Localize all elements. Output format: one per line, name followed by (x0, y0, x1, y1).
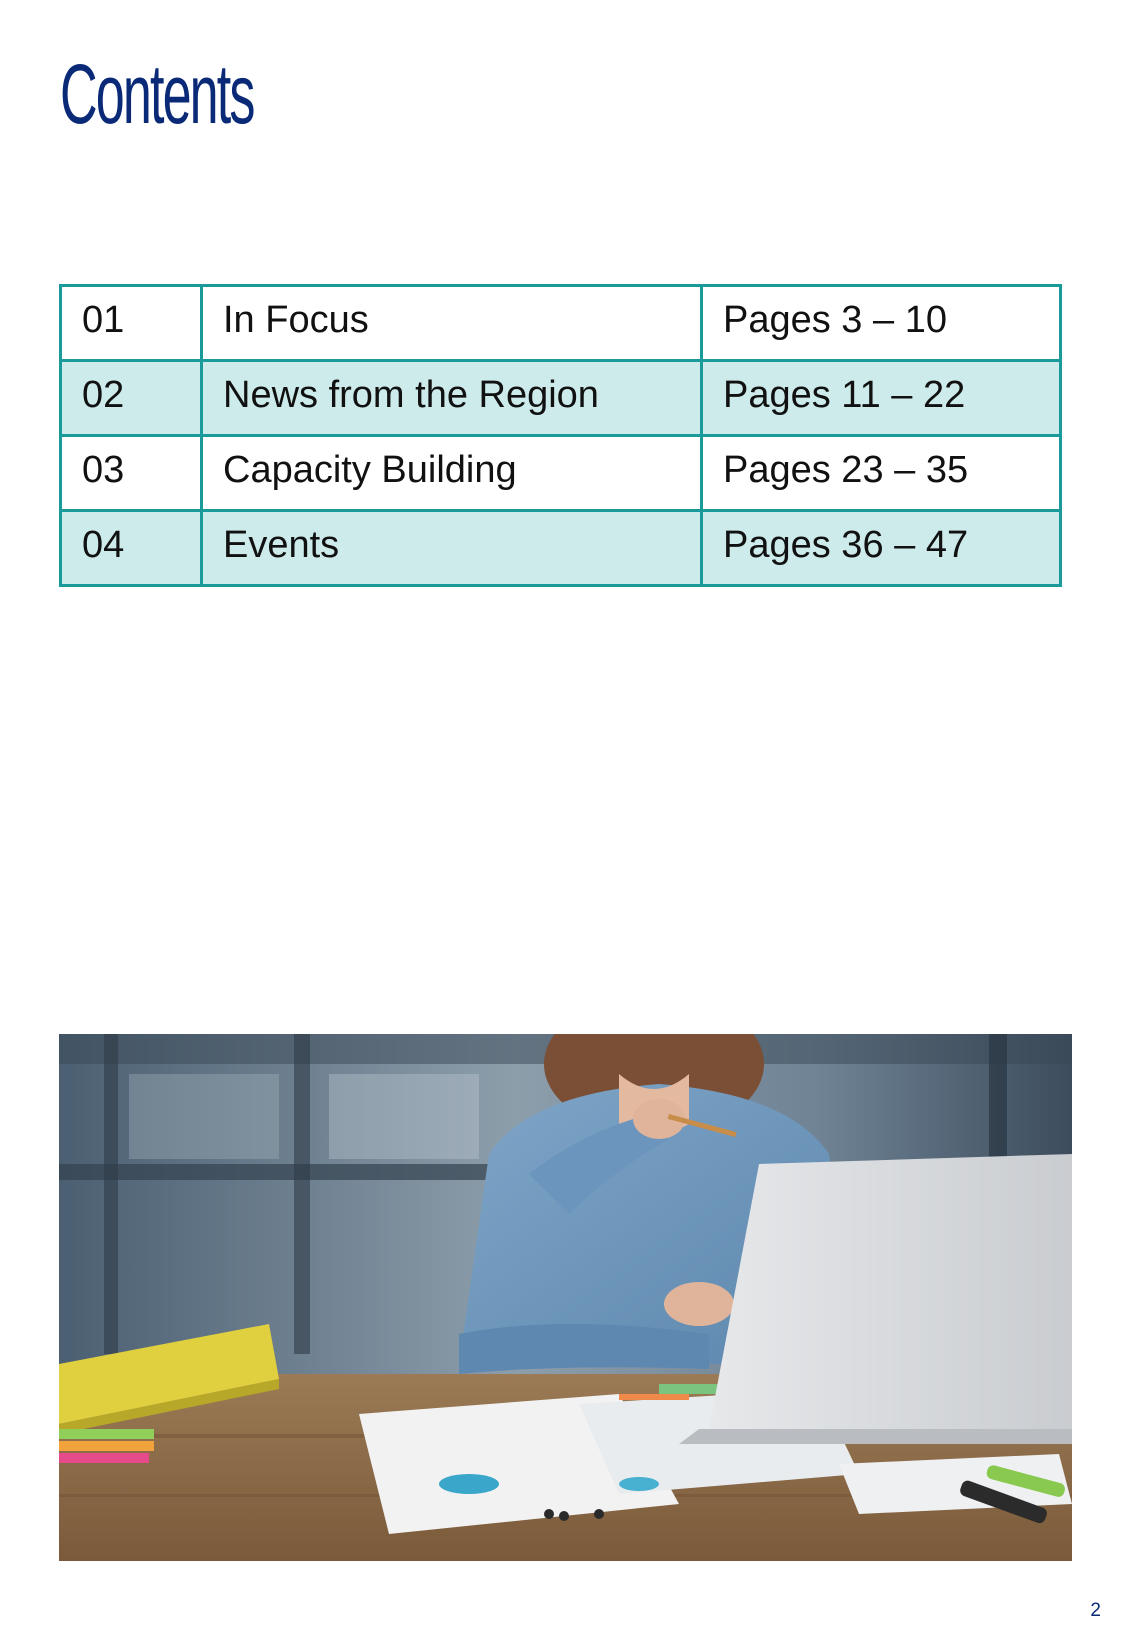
section-pages: Pages 3 – 10 (702, 286, 1061, 361)
woman-at-laptop-photo (59, 1034, 1072, 1561)
table-row (61, 511, 1061, 586)
section-number: 04 (61, 511, 202, 586)
section-number: 02 (61, 361, 202, 436)
table-row (61, 361, 1061, 436)
section-number: 01 (61, 286, 202, 361)
section-pages: Pages 11 – 22 (702, 361, 1061, 436)
section-number: 03 (61, 436, 202, 511)
table-row (61, 436, 1061, 511)
section-pages: Pages 23 – 35 (702, 436, 1061, 511)
table-row (61, 286, 1061, 361)
section-title: Events (202, 511, 702, 586)
section-title: News from the Region (202, 361, 702, 436)
section-pages: Pages 36 – 47 (702, 511, 1061, 586)
section-title: Capacity Building (202, 436, 702, 511)
section-title: In Focus (202, 286, 702, 361)
page-number: 2 (1090, 1600, 1101, 1621)
contents-table (59, 284, 1062, 587)
page-title: Contents (60, 47, 254, 141)
